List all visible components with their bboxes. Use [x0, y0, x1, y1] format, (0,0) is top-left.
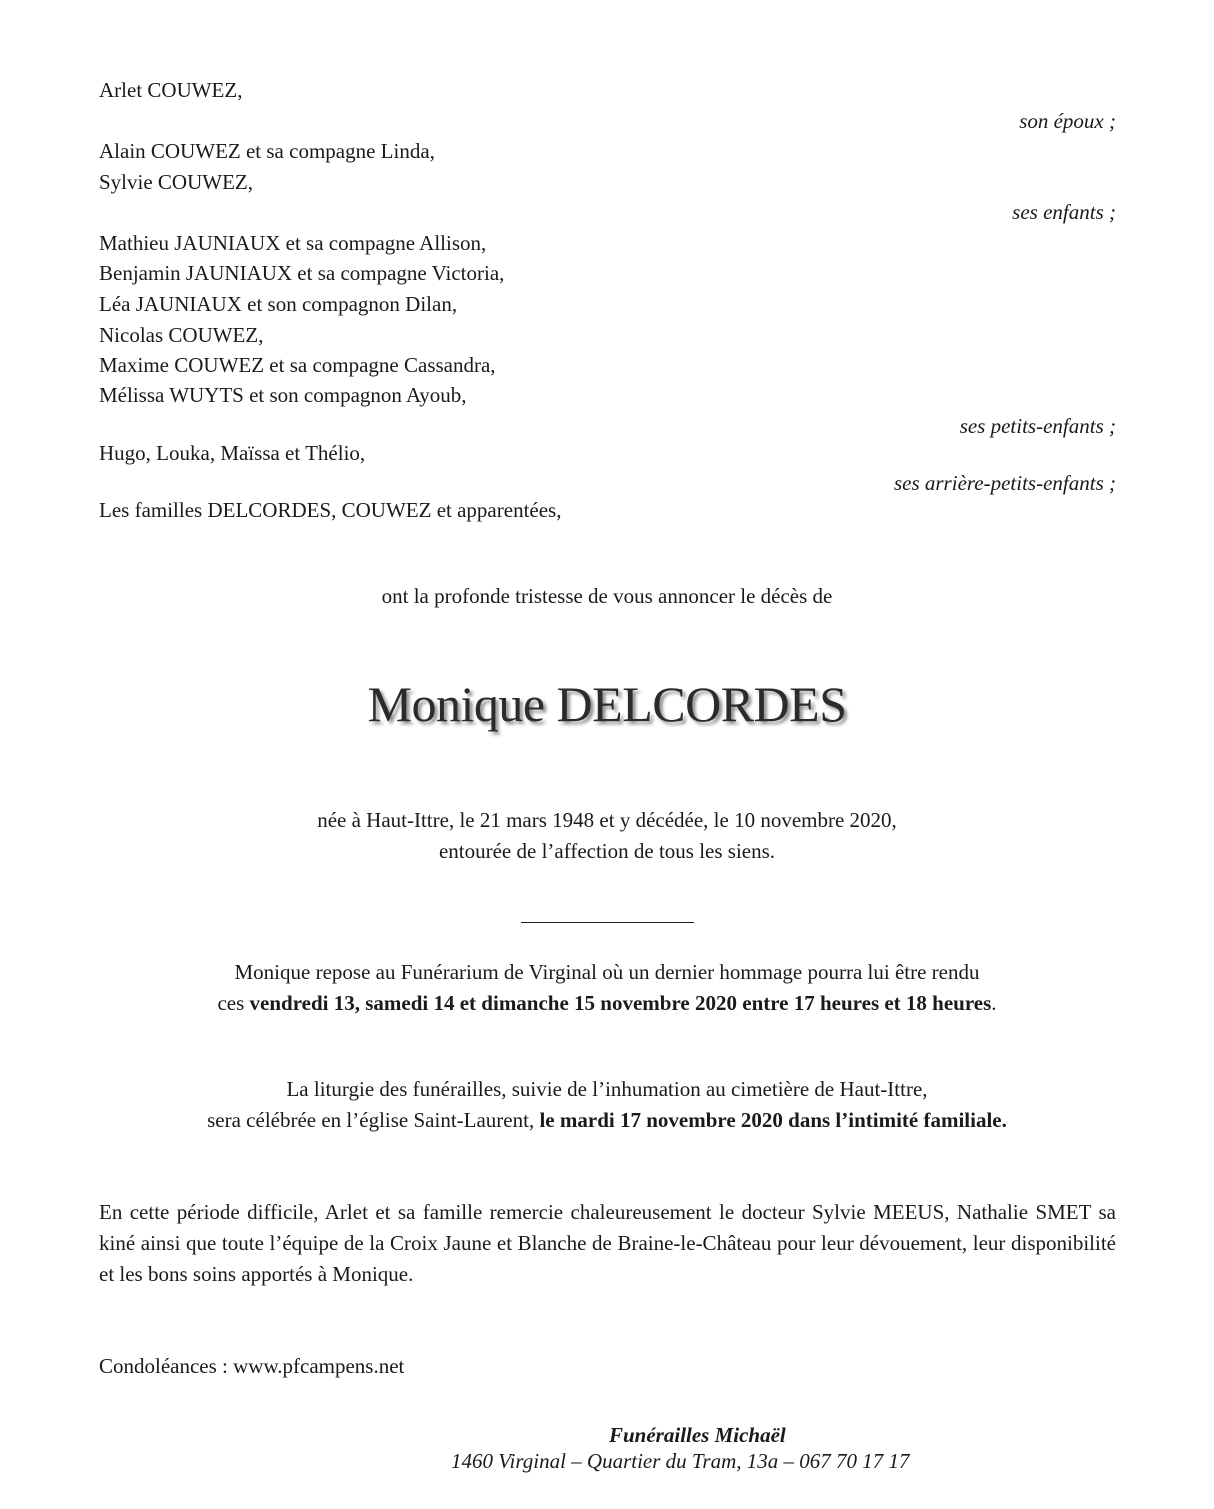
related-families: Les familles DELCORDES, COUWEZ et apparentées, [99, 498, 562, 522]
funeral-date-line [0, 1105, 1214, 1135]
great-grandchildren-role: ses arrière-petits-enfants ; [893, 471, 1116, 495]
condolences-link[interactable]: Condoléances : www.pfcampens.net [99, 1354, 405, 1378]
visitation-dates-bold: vendredi 13, samedi 14 et dimanche 15 novembre 2020 entre 17 heures et 18 heures [249, 991, 992, 1015]
grandchild-name: Mathieu JAUNIAUX et sa compagne Allison, [99, 231, 487, 255]
funeral-church: sera célébrée en l’église Saint-Laurent, [207, 1108, 540, 1132]
thanks-paragraph: En cette période difficile, Arlet et sa famille remercie chaleureusement le docteur Sylvie MEEUS, Nathalie SMET sa kiné ainsi que toute l’équipe de la Croix Jaune et Blanche de Braine-le-Château pour leur dévouement, leur disponibilité et les bons soins apportés à Monique. [99, 1200, 1116, 1286]
spouse-role: son époux ; [1019, 109, 1116, 133]
funeral-liturgy-line: La liturgie des funérailles, suivie de l’inhumation au cimetière de Haut-Ittre, [286, 1077, 928, 1101]
grandchild-name: Léa JAUNIAUX et son compagnon Dilan, [99, 292, 458, 316]
birth-death-line: née à Haut-Ittre, le 21 mars 1948 et y décédée, le 10 novembre 2020, [317, 808, 897, 832]
section-divider [521, 922, 694, 923]
affection-line: entourée de l’affection de tous les siens. [438, 839, 776, 863]
visitation-prefix: ces [217, 991, 250, 1015]
spouse-name: Arlet COUWEZ, [99, 78, 243, 102]
grandchild-name: Maxime COUWEZ et sa compagne Cassandra, [99, 353, 496, 377]
great-grandchildren-names: Hugo, Louka, Maïssa et Thélio, [99, 441, 366, 465]
visitation-suffix: . [991, 991, 997, 1015]
grandchildren-role: ses petits-enfants ; [959, 414, 1116, 438]
grandchild-name: Nicolas COUWEZ, [99, 323, 264, 347]
child-name: Alain COUWEZ et sa compagne Linda, [99, 139, 435, 163]
funeral-home-address: 1460 Virginal – Quartier du Tram, 13a – 067 70 17 17 [451, 1449, 910, 1473]
funeral-home-name: Funérailles Michaël [609, 1423, 786, 1447]
child-name: Sylvie COUWEZ, [99, 170, 253, 194]
funeral-date-bold: le mardi 17 novembre 2020 dans l’intimité familiale. [539, 1108, 1007, 1132]
children-role: ses enfants ; [1012, 200, 1116, 224]
visitation-line: Monique repose au Funérarium de Virginal où un dernier hommage pourra lui être rendu [234, 960, 980, 984]
deceased-name: Monique DELCORDES [367, 676, 847, 732]
grandchild-name: Mélissa WUYTS et son compagnon Ayoub, [99, 383, 467, 407]
visitation-dates [0, 988, 1214, 1018]
grandchild-name: Benjamin JAUNIAUX et sa compagne Victoria, [99, 261, 505, 285]
announcement-text: ont la profonde tristesse de vous annoncer le décès de [381, 584, 833, 608]
